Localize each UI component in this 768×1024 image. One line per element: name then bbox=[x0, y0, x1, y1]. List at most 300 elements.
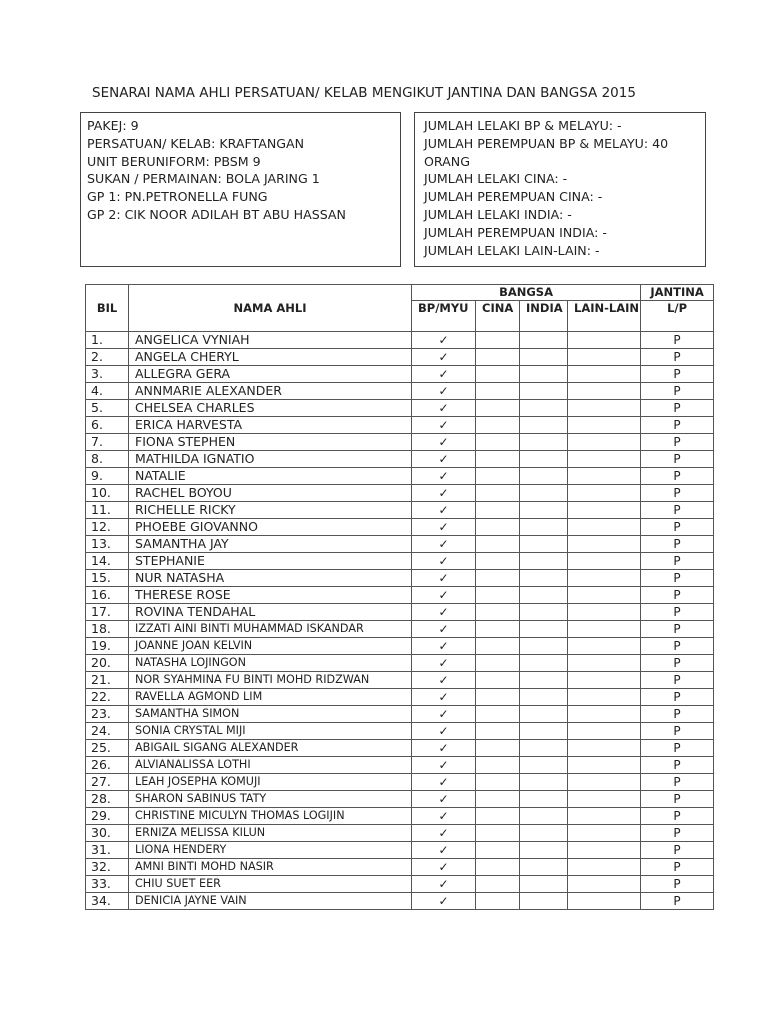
row-bangsa-cina bbox=[476, 349, 520, 366]
row-jantina: P bbox=[641, 876, 714, 893]
row-bangsa-lain-lain bbox=[568, 485, 641, 502]
row-jantina: P bbox=[641, 587, 714, 604]
row-bil: 5. bbox=[86, 400, 129, 417]
row-jantina: P bbox=[641, 621, 714, 638]
row-bangsa-cina bbox=[476, 774, 520, 791]
table-row bbox=[86, 757, 714, 774]
check-icon: ✓ bbox=[438, 639, 449, 653]
row-bangsa-india bbox=[520, 842, 568, 859]
row-nama: SONIA CRYSTAL MIJI bbox=[129, 723, 412, 740]
row-bangsa-india bbox=[520, 332, 568, 349]
row-bangsa-india bbox=[520, 774, 568, 791]
row-bil: 12. bbox=[86, 519, 129, 536]
row-bangsa-india bbox=[520, 570, 568, 587]
row-bangsa-bp-myu bbox=[412, 774, 476, 791]
table-row bbox=[86, 536, 714, 553]
table-row bbox=[86, 825, 714, 842]
check-icon: ✓ bbox=[438, 673, 449, 687]
check-icon: ✓ bbox=[438, 333, 449, 347]
row-bangsa-lain-lain bbox=[568, 570, 641, 587]
row-bangsa-bp-myu bbox=[412, 400, 476, 417]
check-icon: ✓ bbox=[438, 622, 449, 636]
row-bil: 4. bbox=[86, 383, 129, 400]
row-jantina: P bbox=[641, 400, 714, 417]
row-bangsa-cina bbox=[476, 587, 520, 604]
row-bangsa-lain-lain bbox=[568, 519, 641, 536]
row-bangsa-lain-lain bbox=[568, 553, 641, 570]
row-nama: CHELSEA CHARLES bbox=[129, 400, 412, 417]
row-bangsa-bp-myu bbox=[412, 502, 476, 519]
row-nama: THERESE ROSE bbox=[129, 587, 412, 604]
row-jantina: P bbox=[641, 553, 714, 570]
row-nama: IZZATI AINI BINTI MUHAMMAD ISKANDAR bbox=[129, 621, 412, 638]
row-bangsa-india bbox=[520, 672, 568, 689]
row-jantina: P bbox=[641, 434, 714, 451]
row-jantina: P bbox=[641, 791, 714, 808]
table-row bbox=[86, 791, 714, 808]
table-row bbox=[86, 553, 714, 570]
row-bangsa-cina bbox=[476, 519, 520, 536]
check-icon: ✓ bbox=[438, 775, 449, 789]
check-icon: ✓ bbox=[438, 469, 449, 483]
row-jantina: P bbox=[641, 485, 714, 502]
row-bangsa-lain-lain bbox=[568, 451, 641, 468]
row-jantina: P bbox=[641, 332, 714, 349]
table-row bbox=[86, 502, 714, 519]
table-row bbox=[86, 485, 714, 502]
table-row bbox=[86, 859, 714, 876]
row-bil: 8. bbox=[86, 451, 129, 468]
row-jantina: P bbox=[641, 383, 714, 400]
row-jantina: P bbox=[641, 672, 714, 689]
row-bangsa-india bbox=[520, 893, 568, 910]
row-jantina: P bbox=[641, 451, 714, 468]
row-bangsa-bp-myu bbox=[412, 638, 476, 655]
check-icon: ✓ bbox=[438, 588, 449, 602]
row-bil: 2. bbox=[86, 349, 129, 366]
row-bangsa-bp-myu bbox=[412, 519, 476, 536]
row-bangsa-bp-myu bbox=[412, 434, 476, 451]
row-bangsa-india bbox=[520, 808, 568, 825]
table-row bbox=[86, 468, 714, 485]
row-bil: 31. bbox=[86, 842, 129, 859]
row-bil: 15. bbox=[86, 570, 129, 587]
row-bangsa-cina bbox=[476, 400, 520, 417]
row-nama: NOR SYAHMINA FU BINTI MOHD RIDZWAN bbox=[129, 672, 412, 689]
row-bangsa-cina bbox=[476, 621, 520, 638]
row-bangsa-lain-lain bbox=[568, 723, 641, 740]
row-bangsa-india bbox=[520, 723, 568, 740]
check-icon: ✓ bbox=[438, 418, 449, 432]
check-icon: ✓ bbox=[438, 724, 449, 738]
row-bangsa-bp-myu bbox=[412, 859, 476, 876]
row-bangsa-lain-lain bbox=[568, 383, 641, 400]
row-jantina: P bbox=[641, 723, 714, 740]
row-bangsa-bp-myu bbox=[412, 791, 476, 808]
row-bangsa-lain-lain bbox=[568, 621, 641, 638]
row-jantina: P bbox=[641, 808, 714, 825]
row-bangsa-cina bbox=[476, 859, 520, 876]
row-bangsa-lain-lain bbox=[568, 587, 641, 604]
header-bangsa: BANGSA bbox=[412, 285, 641, 301]
gp1-line: GP 1: PN.PETRONELLA FUNG bbox=[87, 189, 268, 205]
row-bangsa-cina bbox=[476, 791, 520, 808]
row-bangsa-bp-myu bbox=[412, 876, 476, 893]
row-bangsa-bp-myu bbox=[412, 468, 476, 485]
row-bangsa-india bbox=[520, 383, 568, 400]
row-nama: JOANNE JOAN KELVIN bbox=[129, 638, 412, 655]
row-bangsa-lain-lain bbox=[568, 604, 641, 621]
row-bangsa-india bbox=[520, 553, 568, 570]
row-nama: ERNIZA MELISSA KILUN bbox=[129, 825, 412, 842]
table-row bbox=[86, 383, 714, 400]
row-bangsa-lain-lain bbox=[568, 774, 641, 791]
table-row bbox=[86, 570, 714, 587]
row-jantina: P bbox=[641, 604, 714, 621]
gp2-line: GP 2: CIK NOOR ADILAH BT ABU HASSAN bbox=[87, 206, 346, 222]
check-icon: ✓ bbox=[438, 741, 449, 755]
table-row bbox=[86, 349, 714, 366]
table-row bbox=[86, 332, 714, 349]
row-jantina: P bbox=[641, 757, 714, 774]
row-bil: 21. bbox=[86, 672, 129, 689]
row-bangsa-lain-lain bbox=[568, 536, 641, 553]
check-icon: ✓ bbox=[438, 894, 449, 908]
row-bangsa-bp-myu bbox=[412, 349, 476, 366]
row-bangsa-bp-myu bbox=[412, 383, 476, 400]
row-bangsa-cina bbox=[476, 536, 520, 553]
header-jantina: JANTINA bbox=[641, 285, 714, 301]
row-bangsa-cina bbox=[476, 553, 520, 570]
sukan-line: SUKAN / PERMAINAN: BOLA JARING 1 bbox=[87, 171, 320, 187]
row-bangsa-bp-myu bbox=[412, 332, 476, 349]
row-bil: 27. bbox=[86, 774, 129, 791]
check-icon: ✓ bbox=[438, 435, 449, 449]
row-bangsa-india bbox=[520, 655, 568, 672]
row-bangsa-india bbox=[520, 366, 568, 383]
row-bangsa-india bbox=[520, 638, 568, 655]
row-nama: RICHELLE RICKY bbox=[129, 502, 412, 519]
row-bangsa-bp-myu bbox=[412, 757, 476, 774]
row-bangsa-cina bbox=[476, 672, 520, 689]
row-bil: 10. bbox=[86, 485, 129, 502]
row-bangsa-bp-myu bbox=[412, 706, 476, 723]
row-bangsa-cina bbox=[476, 893, 520, 910]
total-male-lain-lain: JUMLAH LELAKI LAIN-LAIN: - bbox=[424, 242, 600, 258]
row-nama: SAMANTHA JAY bbox=[129, 536, 412, 553]
row-bangsa-india bbox=[520, 502, 568, 519]
row-bangsa-lain-lain bbox=[568, 349, 641, 366]
check-icon: ✓ bbox=[438, 486, 449, 500]
table-row bbox=[86, 876, 714, 893]
row-bangsa-india bbox=[520, 791, 568, 808]
row-bangsa-cina bbox=[476, 468, 520, 485]
row-bangsa-bp-myu bbox=[412, 570, 476, 587]
row-bangsa-bp-myu bbox=[412, 536, 476, 553]
row-nama: ANGELA CHERYL bbox=[129, 349, 412, 366]
row-bil: 20. bbox=[86, 655, 129, 672]
row-bangsa-cina bbox=[476, 825, 520, 842]
check-icon: ✓ bbox=[438, 843, 449, 857]
totals-box bbox=[414, 112, 706, 267]
total-male-bp-melayu: JUMLAH LELAKI BP & MELAYU: - bbox=[424, 118, 622, 133]
row-bangsa-lain-lain bbox=[568, 825, 641, 842]
row-bangsa-bp-myu bbox=[412, 825, 476, 842]
row-bangsa-lain-lain bbox=[568, 893, 641, 910]
row-bangsa-india bbox=[520, 740, 568, 757]
row-nama: STEPHANIE bbox=[129, 553, 412, 570]
row-bangsa-bp-myu bbox=[412, 655, 476, 672]
row-bangsa-bp-myu bbox=[412, 723, 476, 740]
row-nama: ABIGAIL SIGANG ALEXANDER bbox=[129, 740, 412, 757]
header-india: INDIA bbox=[520, 301, 568, 332]
check-icon: ✓ bbox=[438, 877, 449, 891]
table-row bbox=[86, 774, 714, 791]
row-jantina: P bbox=[641, 468, 714, 485]
check-icon: ✓ bbox=[438, 350, 449, 364]
row-bangsa-cina bbox=[476, 655, 520, 672]
row-bil: 9. bbox=[86, 468, 129, 485]
row-bangsa-lain-lain bbox=[568, 468, 641, 485]
row-bangsa-bp-myu bbox=[412, 893, 476, 910]
row-bangsa-india bbox=[520, 400, 568, 417]
row-jantina: P bbox=[641, 366, 714, 383]
table-row bbox=[86, 400, 714, 417]
row-bangsa-india bbox=[520, 706, 568, 723]
row-bil: 17. bbox=[86, 604, 129, 621]
row-bil: 26. bbox=[86, 757, 129, 774]
row-nama: ERICA HARVESTA bbox=[129, 417, 412, 434]
row-bil: 24. bbox=[86, 723, 129, 740]
row-nama: RAVELLA AGMOND LIM bbox=[129, 689, 412, 706]
row-bangsa-india bbox=[520, 349, 568, 366]
row-bangsa-lain-lain bbox=[568, 706, 641, 723]
table-row bbox=[86, 723, 714, 740]
row-bangsa-cina bbox=[476, 502, 520, 519]
row-bil: 22. bbox=[86, 689, 129, 706]
row-bangsa-lain-lain bbox=[568, 400, 641, 417]
row-bangsa-india bbox=[520, 757, 568, 774]
row-jantina: P bbox=[641, 502, 714, 519]
row-bil: 25. bbox=[86, 740, 129, 757]
row-bil: 1. bbox=[86, 332, 129, 349]
row-bangsa-bp-myu bbox=[412, 451, 476, 468]
row-bil: 19. bbox=[86, 638, 129, 655]
check-icon: ✓ bbox=[438, 690, 449, 704]
row-bangsa-lain-lain bbox=[568, 689, 641, 706]
total-female-bp-melayu: JUMLAH PEREMPUAN BP & MELAYU: 40 ORANG bbox=[424, 135, 669, 169]
row-nama: NUR NATASHA bbox=[129, 570, 412, 587]
row-bangsa-bp-myu bbox=[412, 808, 476, 825]
table-row bbox=[86, 638, 714, 655]
table-row bbox=[86, 604, 714, 621]
persatuan-line: PERSATUAN/ KELAB: KRAFTANGAN bbox=[87, 135, 305, 151]
row-bangsa-india bbox=[520, 689, 568, 706]
row-bangsa-lain-lain bbox=[568, 655, 641, 672]
total-female-cina: JUMLAH PEREMPUAN CINA: - bbox=[424, 189, 603, 205]
row-bangsa-lain-lain bbox=[568, 366, 641, 383]
row-bil: 34. bbox=[86, 893, 129, 910]
row-bangsa-lain-lain bbox=[568, 332, 641, 349]
check-icon: ✓ bbox=[438, 401, 449, 415]
row-bangsa-bp-myu bbox=[412, 689, 476, 706]
row-bangsa-india bbox=[520, 468, 568, 485]
table-row bbox=[86, 689, 714, 706]
table-row bbox=[86, 587, 714, 604]
row-bangsa-lain-lain bbox=[568, 638, 641, 655]
row-bangsa-india bbox=[520, 451, 568, 468]
header-cina: CINA bbox=[476, 301, 520, 332]
row-bil: 14. bbox=[86, 553, 129, 570]
header-nama-ahli: NAMA AHLI bbox=[129, 285, 412, 332]
row-jantina: P bbox=[641, 349, 714, 366]
row-jantina: P bbox=[641, 859, 714, 876]
table-row bbox=[86, 366, 714, 383]
row-jantina: P bbox=[641, 825, 714, 842]
check-icon: ✓ bbox=[438, 792, 449, 806]
row-nama: MATHILDA IGNATIO bbox=[129, 451, 412, 468]
check-icon: ✓ bbox=[438, 452, 449, 466]
row-nama: NATALIE bbox=[129, 468, 412, 485]
check-icon: ✓ bbox=[438, 758, 449, 772]
row-bil: 7. bbox=[86, 434, 129, 451]
total-female-india: JUMLAH PEREMPUAN INDIA: - bbox=[424, 224, 607, 240]
header-lp: L/P bbox=[641, 301, 714, 332]
row-jantina: P bbox=[641, 638, 714, 655]
check-icon: ✓ bbox=[438, 605, 449, 619]
row-bil: 28. bbox=[86, 791, 129, 808]
row-jantina: P bbox=[641, 536, 714, 553]
row-nama: LEAH JOSEPHA KOMUJI bbox=[129, 774, 412, 791]
row-bangsa-bp-myu bbox=[412, 842, 476, 859]
row-nama: RACHEL BOYOU bbox=[129, 485, 412, 502]
members-table bbox=[85, 284, 714, 910]
row-bil: 16. bbox=[86, 587, 129, 604]
row-bangsa-india bbox=[520, 876, 568, 893]
row-bangsa-bp-myu bbox=[412, 485, 476, 502]
row-nama: CHRISTINE MICULYN THOMAS LOGIJIN bbox=[129, 808, 412, 825]
row-bil: 13. bbox=[86, 536, 129, 553]
row-jantina: P bbox=[641, 893, 714, 910]
row-bangsa-cina bbox=[476, 604, 520, 621]
check-icon: ✓ bbox=[438, 860, 449, 874]
row-bangsa-india bbox=[520, 536, 568, 553]
check-icon: ✓ bbox=[438, 707, 449, 721]
row-jantina: P bbox=[641, 740, 714, 757]
row-nama: CHIU SUET EER bbox=[129, 876, 412, 893]
row-bangsa-bp-myu bbox=[412, 672, 476, 689]
pakej-line: PAKEJ: 9 bbox=[87, 118, 139, 133]
row-bil: 6. bbox=[86, 417, 129, 434]
table-row bbox=[86, 417, 714, 434]
check-icon: ✓ bbox=[438, 503, 449, 517]
row-bil: 29. bbox=[86, 808, 129, 825]
row-bil: 18. bbox=[86, 621, 129, 638]
row-nama: SAMANTHA SIMON bbox=[129, 706, 412, 723]
row-jantina: P bbox=[641, 655, 714, 672]
check-icon: ✓ bbox=[438, 656, 449, 670]
check-icon: ✓ bbox=[438, 384, 449, 398]
row-bil: 3. bbox=[86, 366, 129, 383]
table-row bbox=[86, 740, 714, 757]
row-bil: 33. bbox=[86, 876, 129, 893]
row-bil: 32. bbox=[86, 859, 129, 876]
row-bangsa-bp-myu bbox=[412, 587, 476, 604]
row-bangsa-lain-lain bbox=[568, 417, 641, 434]
row-bangsa-cina bbox=[476, 740, 520, 757]
row-nama: ALLEGRA GERA bbox=[129, 366, 412, 383]
row-bangsa-lain-lain bbox=[568, 876, 641, 893]
row-bangsa-india bbox=[520, 519, 568, 536]
row-bangsa-cina bbox=[476, 723, 520, 740]
row-nama: FIONA STEPHEN bbox=[129, 434, 412, 451]
row-bangsa-lain-lain bbox=[568, 740, 641, 757]
row-jantina: P bbox=[641, 570, 714, 587]
table-row bbox=[86, 893, 714, 910]
table-row bbox=[86, 451, 714, 468]
row-bangsa-india bbox=[520, 859, 568, 876]
document-title: SENARAI NAMA AHLI PERSATUAN/ KELAB MENGIKUT JANTINA DAN BANGSA 2015 bbox=[92, 85, 636, 101]
check-icon: ✓ bbox=[438, 826, 449, 840]
row-bangsa-cina bbox=[476, 842, 520, 859]
row-jantina: P bbox=[641, 774, 714, 791]
total-male-cina: JUMLAH LELAKI CINA: - bbox=[424, 171, 568, 187]
club-info-box bbox=[80, 112, 401, 267]
row-nama: SHARON SABINUS TATY bbox=[129, 791, 412, 808]
row-bil: 23. bbox=[86, 706, 129, 723]
row-bangsa-cina bbox=[476, 332, 520, 349]
table-row bbox=[86, 621, 714, 638]
row-nama: DENICIA JAYNE VAIN bbox=[129, 893, 412, 910]
header-bp-myu: BP/MYU bbox=[412, 301, 476, 332]
row-bangsa-bp-myu bbox=[412, 417, 476, 434]
row-jantina: P bbox=[641, 417, 714, 434]
row-bangsa-india bbox=[520, 604, 568, 621]
row-bangsa-cina bbox=[476, 876, 520, 893]
row-nama: AMNI BINTI MOHD NASIR bbox=[129, 859, 412, 876]
table-row bbox=[86, 655, 714, 672]
check-icon: ✓ bbox=[438, 554, 449, 568]
row-bangsa-cina bbox=[476, 808, 520, 825]
row-bangsa-bp-myu bbox=[412, 553, 476, 570]
row-jantina: P bbox=[641, 689, 714, 706]
row-bangsa-cina bbox=[476, 570, 520, 587]
table-row bbox=[86, 706, 714, 723]
row-nama: PHOEBE GIOVANNO bbox=[129, 519, 412, 536]
row-bangsa-cina bbox=[476, 757, 520, 774]
table-row bbox=[86, 519, 714, 536]
row-bangsa-lain-lain bbox=[568, 502, 641, 519]
row-bangsa-bp-myu bbox=[412, 740, 476, 757]
table-row bbox=[86, 808, 714, 825]
row-bil: 11. bbox=[86, 502, 129, 519]
row-nama: ALVIANALISSA LOTHI bbox=[129, 757, 412, 774]
unit-beruniform-line: UNIT BERUNIFORM: PBSM 9 bbox=[87, 153, 261, 169]
total-male-india: JUMLAH LELAKI INDIA: - bbox=[424, 206, 572, 222]
row-bangsa-lain-lain bbox=[568, 791, 641, 808]
row-bangsa-cina bbox=[476, 638, 520, 655]
check-icon: ✓ bbox=[438, 520, 449, 534]
row-bangsa-cina bbox=[476, 485, 520, 502]
row-bangsa-india bbox=[520, 417, 568, 434]
row-bangsa-india bbox=[520, 485, 568, 502]
header-lain-lain: LAIN-LAIN bbox=[568, 301, 641, 332]
check-icon: ✓ bbox=[438, 537, 449, 551]
table-row bbox=[86, 842, 714, 859]
table-row bbox=[86, 434, 714, 451]
row-bangsa-bp-myu bbox=[412, 366, 476, 383]
row-bangsa-cina bbox=[476, 689, 520, 706]
